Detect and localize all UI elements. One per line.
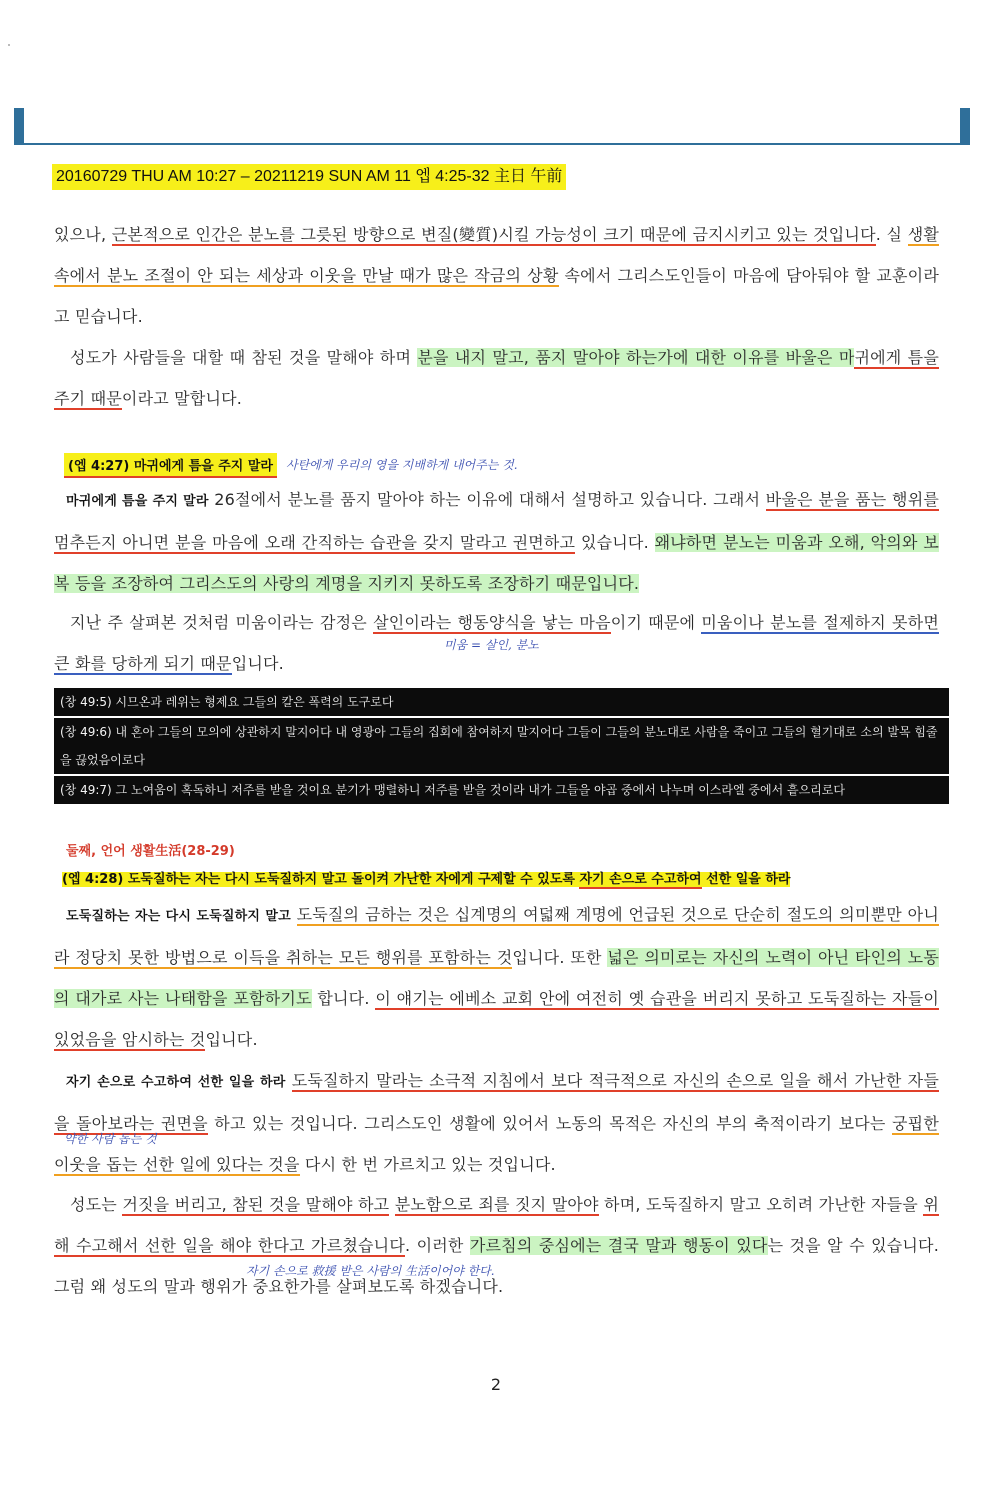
date-header: 20160729 THU AM 10:27 – 20211219 SUN AM 11 엡 4:25-32 主日 午前 <box>52 164 566 190</box>
paragraph-give-devil-foothold: 성도가 사람들을 대할 때 참된 것을 말해야 하며 분을 내지 말고, 품지 말아야 하는가에 대한 이유를 바울은 마귀에게 틈을 주기 때문이라고 말합니다. <box>54 348 939 408</box>
underline-span: 도둑질하지 말라는 소극적 지침에서 보다 적극적으로 자신의 손으로 일을 해서 가난한 자들을 돌아보라는 권면을 <box>54 1071 939 1133</box>
handwritten-note: 미움 = 살인, 분노 <box>444 638 539 652</box>
handwritten-note: 자기 손으로 救援 받은 사람의 生活이어야 한다. <box>246 1264 495 1278</box>
header-rule <box>14 143 970 145</box>
highlight-span: 넓은 의미로는 자신의 노력이 아닌 타인의 노동의 대가로 사는 나태함을 포함하기도 <box>54 948 939 1008</box>
bold-lead: 도둑질하는 자는 다시 도둑질하지 말고 <box>66 909 291 924</box>
paragraph-work-with-hands: 자기 손으로 수고하여 선한 일을 하라 도둑질하지 말라는 소극적 지침에서 보다 적극적으로 자신의 손으로 일을 해서 가난한 자들을 돌아보라는 권면을 하고 있는 것입니다. 그리스도인 생활에 있어서 노동의 목적은 자신의 부의 축적이라기 보다는 궁핍한 이웃을 돕는 선한 일에 있다는 것을 다시 한 번 가르치고 있는 것입니다. <box>54 1071 939 1174</box>
underline-span: 위해 수고해서 선한 일을 해야 한다고 가르쳤습니다 <box>54 1195 939 1255</box>
underline-span: 근본적으로 인간은 분노를 그릇된 방향으로 변질(變質)시킬 가능성이 크기 때문에 금지시키고 있는 것입니다 <box>111 225 876 244</box>
paragraph-anger-distortion: 있으나, 근본적으로 인간은 분노를 그릇된 방향으로 변질(變質)시킬 가능성이 크기 때문에 금지시키고 있는 것입니다. 실 생활 속에서 분노 조절이 안 되는 세상과 이웃을 만날 때가 많은 작금의 상황 속에서 그리스도인들이 마음에 담아둬야 할 교훈이라고 믿습니다. <box>54 225 940 326</box>
section-title: 둘째, 언어 생활生活(28-29) <box>66 844 235 859</box>
underline-span: 바울은 분을 품는 행위를 멈추든지 아니면 분을 마음에 오래 간직하는 습관을 갖지 말라고 권면하고 <box>54 490 940 552</box>
bold-lead: 마귀에게 틈을 주지 말라 <box>66 494 209 509</box>
underline-span: 이 얘기는 에베소 교회 안에 여전히 옛 습관을 버리지 못하고 도둑질하는 자들이 있었음을 암시하는 것 <box>54 989 940 1049</box>
highlight-span: 분을 내지 말고, 품지 말아야 하는가에 대한 이유를 바울은 마 <box>417 348 855 367</box>
underline-span: 도둑질의 금하는 것은 십계명의 여덟째 계명에 언급된 것으로 단순히 절도의 의미뿐만 아니라 정당치 못한 방법으로 이득을 취하는 모든 행위를 포함하는 것 <box>54 905 939 967</box>
handwritten-note: 사탄에게 우리의 영을 지배하게 내어주는 것. <box>286 458 518 472</box>
verse-ref-eph-4-28: (엡 4:28) 도둑질하는 자는 다시 도둑질하지 말고 돌이켜 가난한 자에게 구제할 수 있도록 자기 손으로 수고하여 선한 일을 하라 <box>62 872 791 887</box>
paragraph-stop-harboring-anger: 마귀에게 틈을 주지 말라 26절에서 분노를 품지 말아야 하는 이유에 대해서 설명하고 있습니다. 그래서 바울은 분을 품는 행위를 멈추든지 아니면 분을 마음에 오래 간직하는 습관을 갖지 말라고 권면하고 있습니다. 왜냐하면 분노는 미움과 오해, 악의와 보복 등을 조장하여 그리스도의 사랑의 계명을 지키지 못하도록 조장하기 때문입니다. <box>54 490 940 593</box>
handwritten-note: 약한 사람 돕는 것 <box>64 1132 157 1146</box>
underline-span: 귀에게 틈을 주기 때문 <box>54 348 939 408</box>
underline-span: 생활 속에서 분노 조절이 안 되는 세상과 이웃을 만날 때가 많은 작금의 상황 <box>54 225 940 285</box>
underline-span: 자기 손으로 수고하여 <box>579 872 702 887</box>
highlight-span: 왜냐하면 분노는 미움과 오해, 악의와 보복 등을 조장하여 그리스도의 사랑의 계명을 지키지 못하도록 조장하기 때문입니다. <box>54 533 940 593</box>
paragraph-do-not-steal: 도둑질하는 자는 다시 도둑질하지 말고 도둑질의 금하는 것은 십계명의 여덟째 계명에 언급된 것으로 단순히 절도의 의미뿐만 아니라 정당치 못한 방법으로 이득을 취하는 모든 행위를 포함하는 것입니다. 또한 넓은 의미로는 자신의 노력이 아닌 타인의 노동의 대가로 사는 나태함을 포함하기도 합니다. 이 얘기는 에베소 교회 안에 여전히 옛 습관을 버리지 못하고 도둑질하는 자들이 있었음을 암시하는 것입니다. <box>54 905 940 1049</box>
paragraph-hatred-murder: 지난 주 살펴본 것처럼 미움이라는 감정은 살인이라는 행동양식을 낳는 마음이기 때문에 미움이나 분노를 절제하지 못하면 큰 화를 당하게 되기 때문입니다. <box>54 613 939 673</box>
paragraph-summary-words-deeds: 성도는 거짓을 버리고, 참된 것을 말해야 하고 분노함으로 죄를 짓지 말아야 하며, 도둑질하지 말고 오히려 가난한 자들을 위해 수고해서 선한 일을 해야 한다고 가르쳤습니다. 이러한 가르침의 중심에는 결국 말과 행동이 있다는 것을 알 수 있습니다. 그럼 왜 성도의 말과 행위가 중요한가를 살펴보도록 하겠습니다. <box>54 1195 939 1296</box>
underline-span: 미움이나 분노를 절제하지 못하면 큰 화를 당하게 되기 때문 <box>54 613 939 673</box>
underline-span: 분노함으로 죄를 짓지 말아야 <box>394 1195 599 1214</box>
underline-span: 궁핍한 이웃을 돕는 선한 일에 있다는 것을 <box>54 1114 939 1174</box>
underline-span: 살인이라는 행동양식을 낳는 마음 <box>373 613 611 632</box>
header-bar-right <box>960 108 970 144</box>
scan-speck <box>8 44 10 46</box>
verse-gen-49-5: (창 49:5) 시므온과 레위는 형제요 그들의 칼은 폭력의 도구로다 <box>54 688 949 716</box>
highlight-span: 가르침의 중심에는 결국 말과 행동이 있다 <box>469 1236 768 1255</box>
verse-gen-49-6: (창 49:6) 내 혼아 그들의 모의에 상관하지 말지어다 내 영광아 그들의 집회에 참여하지 말지어다 그들이 그들의 분노대로 사람을 죽이고 그들의 혈기대로 소의 발목 힘줄을 끊었음이로다 <box>54 718 949 774</box>
page-number: 2 <box>490 1375 502 1394</box>
verse-label: (엡 4:27) 마귀에게 틈을 주지 말라 <box>64 453 277 478</box>
underline-span: 거짓을 버리고, 참된 것을 말해야 하고 <box>122 1195 390 1214</box>
bold-lead: 자기 손으로 수고하여 선한 일을 하라 <box>66 1075 286 1090</box>
header-bar-left <box>14 108 24 144</box>
verse-gen-49-7: (창 49:7) 그 노여움이 혹독하니 저주를 받을 것이요 분기가 맹렬하니 저주를 받을 것이라 내가 그들을 야곱 중에서 나누며 이스라엘 중에서 흩으리로다 <box>54 776 949 804</box>
verse-ref-eph-4-27 <box>64 453 277 478</box>
